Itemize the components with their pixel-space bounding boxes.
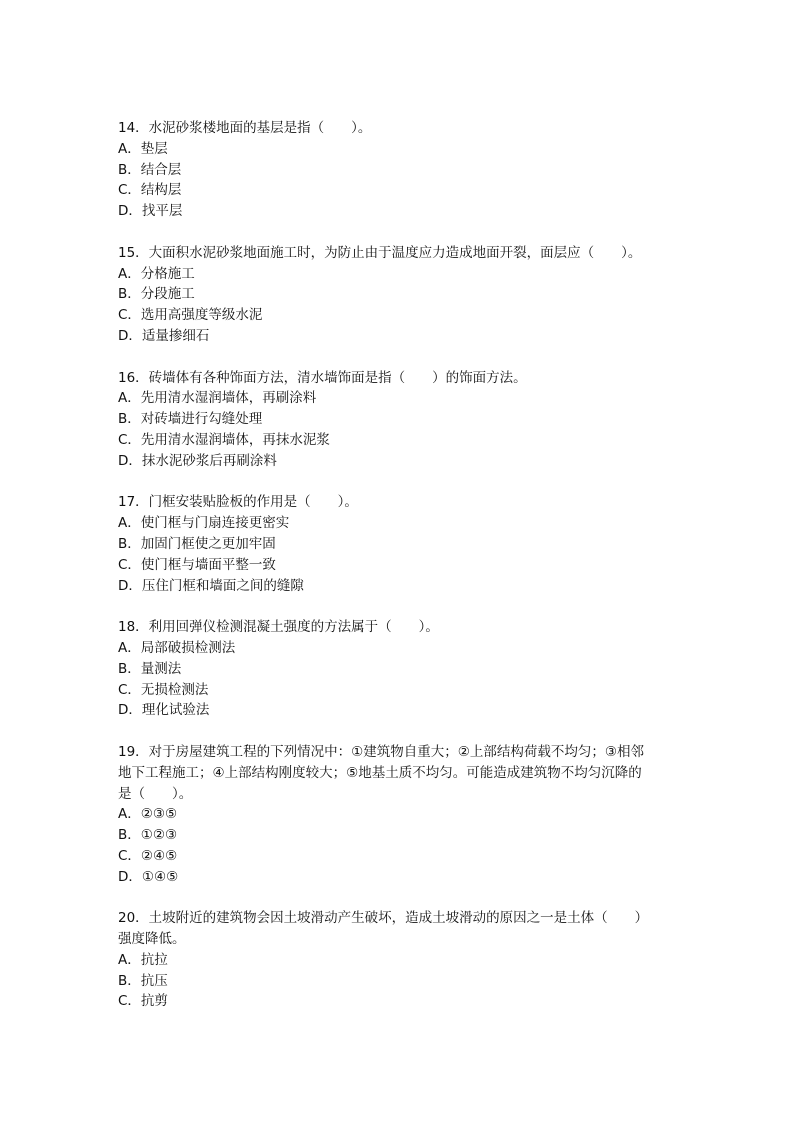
option-a: A．分格施工 — [118, 265, 195, 282]
option-b: B．结合层 — [118, 161, 182, 178]
option-c: C．先用清水湿润墙体，再抹水泥浆 — [118, 431, 330, 448]
question-stem-line: 16．砖墙体有各种饰面方法，清水墙饰面是指（ ）的饰面方法。 — [118, 369, 527, 386]
question-stem-line: 19．对于房屋建筑工程的下列情况中：①建筑物自重大；②上部结构荷载不均匀；③相邻 — [118, 743, 644, 760]
question-20 — [118, 908, 678, 1012]
option-d: D．理化试验法 — [118, 702, 210, 719]
option-b: B．量测法 — [118, 660, 182, 677]
question-stem-line: 17．门框安装贴脸板的作用是（ ）。 — [118, 494, 358, 511]
question-stem-line: 20．土坡附近的建筑物会因土坡滑动产生破坏，造成土坡滑动的原因之一是土体（ ） — [118, 910, 649, 927]
question-stem-line: 14．水泥砂浆楼地面的基层是指（ ）。 — [118, 120, 372, 136]
option-d: D．抹水泥砂浆后再刷涂料 — [118, 452, 277, 469]
option-c: C．选用高强度等级水泥 — [118, 307, 263, 324]
option-d: D．找平层 — [118, 203, 183, 220]
question-18 — [118, 617, 678, 721]
option-b: B．对砖墙进行勾缝处理 — [118, 411, 263, 428]
question-stem-line: 是（ ）。 — [118, 785, 193, 802]
question-stem-line: 15．大面积水泥砂浆地面施工时，为防止由于温度应力造成地面开裂，面层应（ ）。 — [118, 244, 642, 261]
option-c: C．使门框与墙面平整一致 — [118, 556, 276, 573]
question-list — [118, 118, 678, 1033]
option-b: B．加固门框使之更加牢固 — [118, 535, 276, 552]
question-stem-line: 地下工程施工；④上部结构刚度较大；⑤地基土质不均匀。可能造成建筑物不均匀沉降的 — [118, 764, 642, 781]
question-14 — [118, 118, 678, 222]
option-d: D．①④⑤ — [118, 868, 179, 885]
option-a: A．抗拉 — [118, 951, 168, 968]
option-a: A．使门框与门扇连接更密实 — [118, 515, 290, 532]
question-17 — [118, 492, 678, 596]
option-a: A．②③⑤ — [118, 806, 178, 823]
question-15 — [118, 243, 678, 347]
option-a: A．先用清水湿润墙体，再刷涂料 — [118, 390, 317, 407]
option-c: C．无损检测法 — [118, 681, 209, 698]
option-a: A．局部破损检测法 — [118, 639, 236, 656]
question-stem-line: 强度降低。 — [118, 931, 186, 948]
question-19 — [118, 742, 678, 888]
option-c: C．结构层 — [118, 182, 182, 199]
option-a: A．垫层 — [118, 140, 168, 157]
option-d: D．压住门框和墙面之间的缝隙 — [118, 577, 304, 594]
option-c: C．②④⑤ — [118, 847, 178, 864]
option-b: B．抗压 — [118, 972, 168, 989]
option-b: B．分段施工 — [118, 286, 195, 303]
option-c: C．抗剪 — [118, 993, 168, 1010]
option-b: B．①②③ — [118, 827, 178, 844]
question-stem-line: 18．利用回弹仪检测混凝土强度的方法属于（ ）。 — [118, 619, 439, 636]
option-d: D．适量掺细石 — [118, 327, 210, 344]
question-16 — [118, 368, 678, 472]
